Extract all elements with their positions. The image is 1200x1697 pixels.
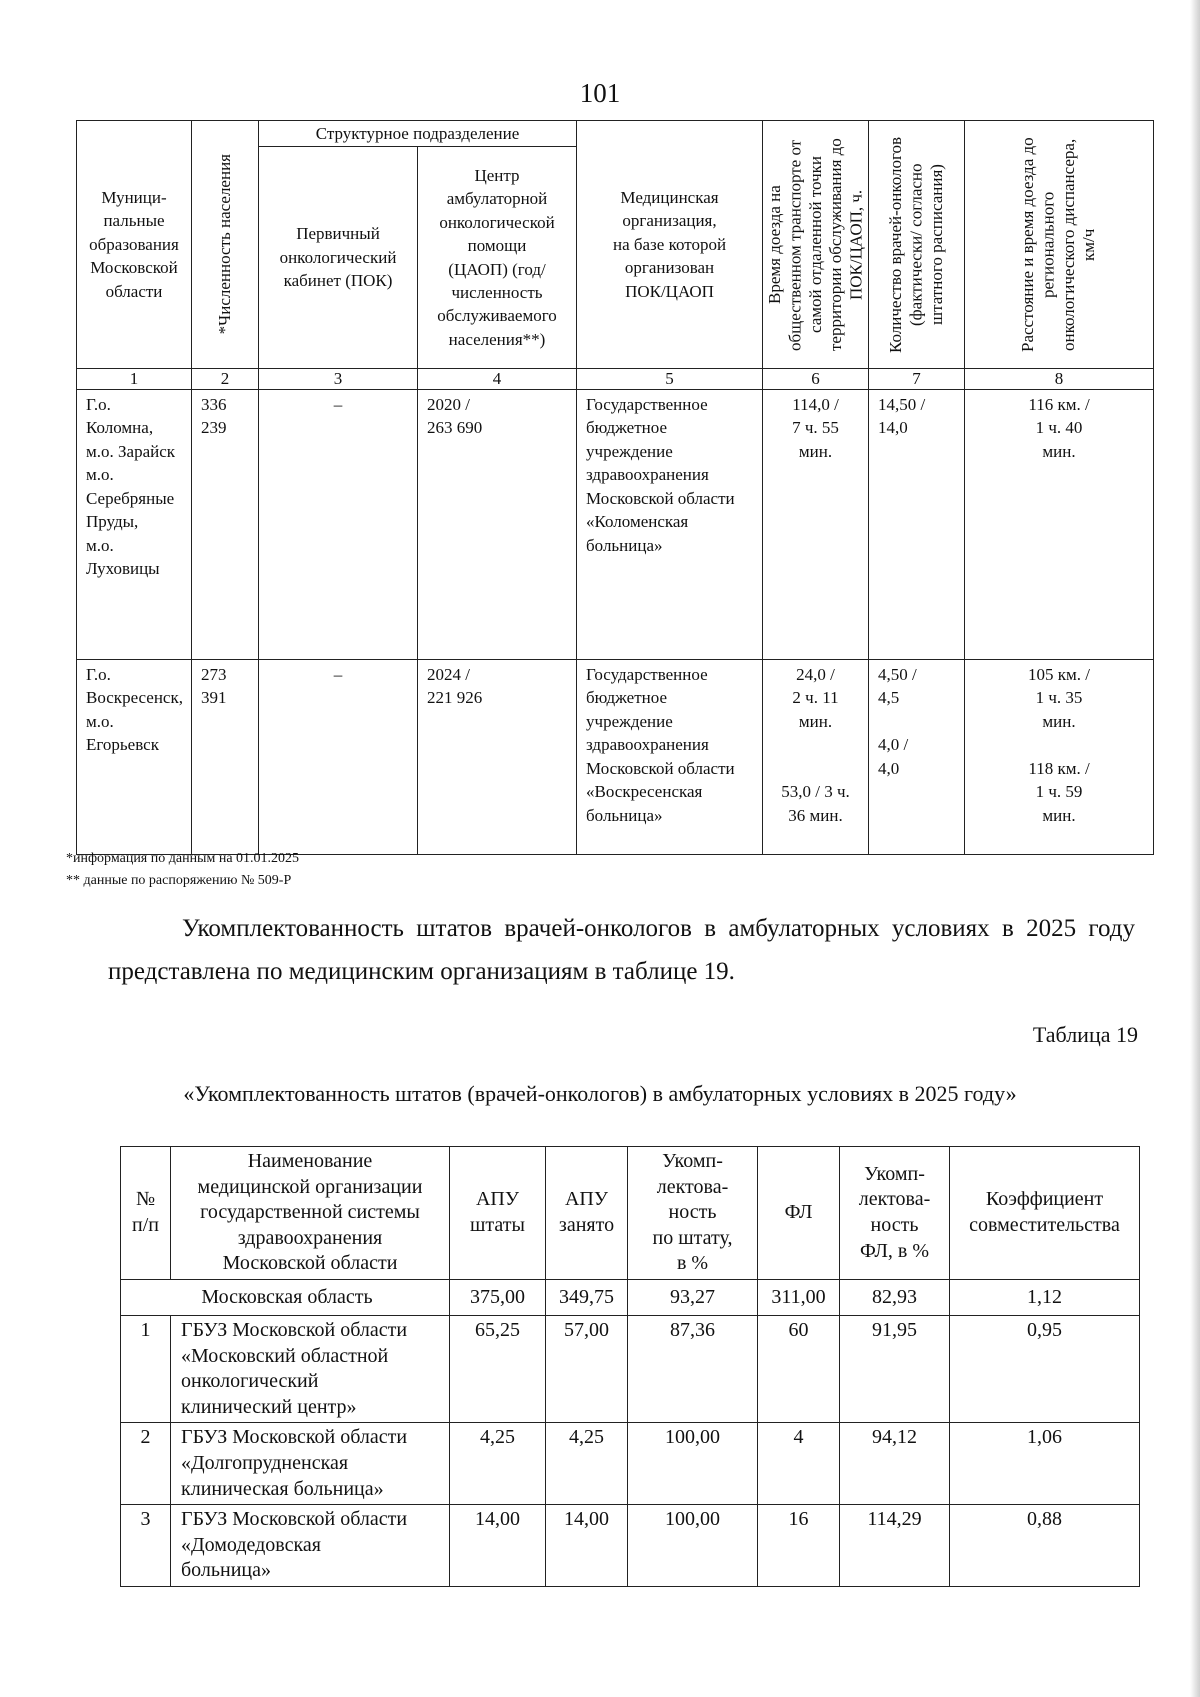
cell-coefficient: 0,88 bbox=[950, 1505, 1140, 1587]
header-staffing-percent: Укомп- лектова- ность по штату, в % bbox=[628, 1147, 758, 1280]
cell-apu-staff: 375,00 bbox=[450, 1280, 546, 1316]
cell-travel-time: 114,0 / 7 ч. 55 мин. bbox=[763, 390, 869, 660]
cell-apu-occupied: 14,00 bbox=[546, 1505, 628, 1587]
cell-organization: ГБУЗ Московской области «Московский областной онкологический клинический центр» bbox=[171, 1316, 450, 1423]
header-caop: Центр амбулаторной онкологической помощи (ЦАОП) (год/ численность обслуживаемого населения**) bbox=[418, 147, 577, 369]
body-paragraph: Укомплектованность штатов врачей-онкологов в амбулаторных условиях в 2025 году представлена по медицинским организациям в таблице 19. bbox=[108, 915, 1135, 985]
table-label: Таблица 19 bbox=[1032, 1022, 1138, 1047]
cell-fl-staffing-percent: 114,29 bbox=[840, 1505, 950, 1587]
header-medical-organization: Медицинская организация, на базе которой организован ПОК/ЦАОП bbox=[577, 121, 763, 369]
cell-apu-occupied: 349,75 bbox=[546, 1280, 628, 1316]
cell-staffing-percent: 93,27 bbox=[628, 1280, 758, 1316]
footnote-population: *информация по данным на 01.01.2025 bbox=[66, 851, 300, 866]
cell-fl-staffing-percent: 94,12 bbox=[840, 1423, 950, 1505]
table-row bbox=[77, 390, 1154, 660]
cell-fl: 60 bbox=[758, 1316, 840, 1423]
cell-fl: 311,00 bbox=[758, 1280, 840, 1316]
header-travel-time: Время доезда на общественном транспорте от самой отдаленной точки территории обслуживания до ПОК/ЦАОП, ч. bbox=[763, 121, 869, 369]
cell-organization: Государственное бюджетное учреждение здравоохранения Московской области «Коломенская больница» bbox=[577, 390, 763, 660]
header-municipalities: Муници- пальные образования Московской области bbox=[77, 121, 192, 369]
cell-number: 2 bbox=[121, 1423, 171, 1505]
cell-organization: ГБУЗ Московской области «Долгопрудненская клиническая больница» bbox=[171, 1423, 450, 1505]
col-number: 6 bbox=[763, 369, 869, 390]
table-row bbox=[77, 660, 1154, 855]
table-title: «Укомплектованность штатов (врачей-онкологов) в амбулаторных условиях в 2025 году» bbox=[183, 1081, 1017, 1106]
cell-coefficient: 1,06 bbox=[950, 1423, 1140, 1505]
cell-fl: 16 bbox=[758, 1505, 840, 1587]
page-number: 101 bbox=[579, 78, 621, 108]
cell-caop: 2024 / 221 926 bbox=[418, 660, 577, 855]
cell-fl-staffing-percent: 91,95 bbox=[840, 1316, 950, 1423]
cell-staffing-percent: 100,00 bbox=[628, 1423, 758, 1505]
header-fl: ФЛ bbox=[758, 1147, 840, 1280]
header-fl-staffing-percent: Укомп- лектова- ность ФЛ, в % bbox=[840, 1147, 950, 1280]
cell-coefficient: 1,12 bbox=[950, 1280, 1140, 1316]
cell-population: 273 391 bbox=[192, 660, 259, 855]
header-structural-unit: Структурное подразделение bbox=[259, 121, 577, 147]
cell-apu-occupied: 57,00 bbox=[546, 1316, 628, 1423]
cell-pok: – bbox=[259, 390, 418, 660]
col-number: 4 bbox=[418, 369, 577, 390]
cell-number: 3 bbox=[121, 1505, 171, 1587]
header-apu-staff: АПУ штаты bbox=[450, 1147, 546, 1280]
staffing-table bbox=[120, 1146, 1140, 1587]
cell-distance: 116 км. / 1 ч. 40 мин. bbox=[965, 390, 1154, 660]
cell-fl: 4 bbox=[758, 1423, 840, 1505]
cell-region: Московская область bbox=[121, 1280, 450, 1316]
cell-doctors: 4,50 / 4,5 4,0 / 4,0 bbox=[869, 660, 965, 855]
cell-doctors: 14,50 / 14,0 bbox=[869, 390, 965, 660]
cell-fl-staffing-percent: 82,93 bbox=[840, 1280, 950, 1316]
header-number: № п/п bbox=[121, 1147, 171, 1280]
oncology-units-table bbox=[76, 120, 1154, 855]
cell-staffing-percent: 87,36 bbox=[628, 1316, 758, 1423]
cell-municipality: Г.о. Коломна, м.о. Зарайск м.о. Серебряные Пруды, м.о. Луховицы bbox=[77, 390, 192, 660]
header-distance: Расстояние и время доезда до регионального онкологического диспансера, км/ч bbox=[965, 121, 1154, 369]
header-pok: Первичный онкологический кабинет (ПОК) bbox=[259, 147, 418, 369]
cell-apu-staff: 65,25 bbox=[450, 1316, 546, 1423]
col-number: 3 bbox=[259, 369, 418, 390]
cell-travel-time: 24,0 / 2 ч. 11 мин. 53,0 / 3 ч. 36 мин. bbox=[763, 660, 869, 855]
col-number: 1 bbox=[77, 369, 192, 390]
total-row bbox=[121, 1280, 1140, 1316]
cell-distance: 105 км. / 1 ч. 35 мин. 118 км. / 1 ч. 59 мин. bbox=[965, 660, 1154, 855]
header-combination-coefficient: Коэффициент совместительства bbox=[950, 1147, 1140, 1280]
table-row bbox=[121, 1423, 1140, 1505]
cell-staffing-percent: 100,00 bbox=[628, 1505, 758, 1587]
scan-edge bbox=[1190, 0, 1200, 1697]
cell-apu-staff: 4,25 bbox=[450, 1423, 546, 1505]
cell-organization: ГБУЗ Московской области «Домодедовская больница» bbox=[171, 1505, 450, 1587]
col-number: 8 bbox=[965, 369, 1154, 390]
table-row bbox=[121, 1316, 1140, 1423]
cell-apu-occupied: 4,25 bbox=[546, 1423, 628, 1505]
cell-population: 336 239 bbox=[192, 390, 259, 660]
cell-organization: Государственное бюджетное учреждение здравоохранения Московской области «Воскресенская больница» bbox=[577, 660, 763, 855]
footnote-order: ** данные по распоряжению № 509-Р bbox=[66, 873, 292, 888]
header-doctors-count: Количество врачей-онкологов (фактически/ согласно штатного расписания) bbox=[869, 121, 965, 369]
col-number: 5 bbox=[577, 369, 763, 390]
col-number: 2 bbox=[192, 369, 259, 390]
col-number: 7 bbox=[869, 369, 965, 390]
header-apu-occupied: АПУ занято bbox=[546, 1147, 628, 1280]
header-population: *Численность населения bbox=[192, 121, 259, 369]
table-row bbox=[121, 1505, 1140, 1587]
cell-caop: 2020 / 263 690 bbox=[418, 390, 577, 660]
cell-pok: – bbox=[259, 660, 418, 855]
cell-municipality: Г.о. Воскресенск, м.о. Егорьевск bbox=[77, 660, 192, 855]
cell-number: 1 bbox=[121, 1316, 171, 1423]
cell-coefficient: 0,95 bbox=[950, 1316, 1140, 1423]
header-organization-name: Наименование медицинской организации государственной системы здравоохранения Московской области bbox=[171, 1147, 450, 1280]
cell-apu-staff: 14,00 bbox=[450, 1505, 546, 1587]
